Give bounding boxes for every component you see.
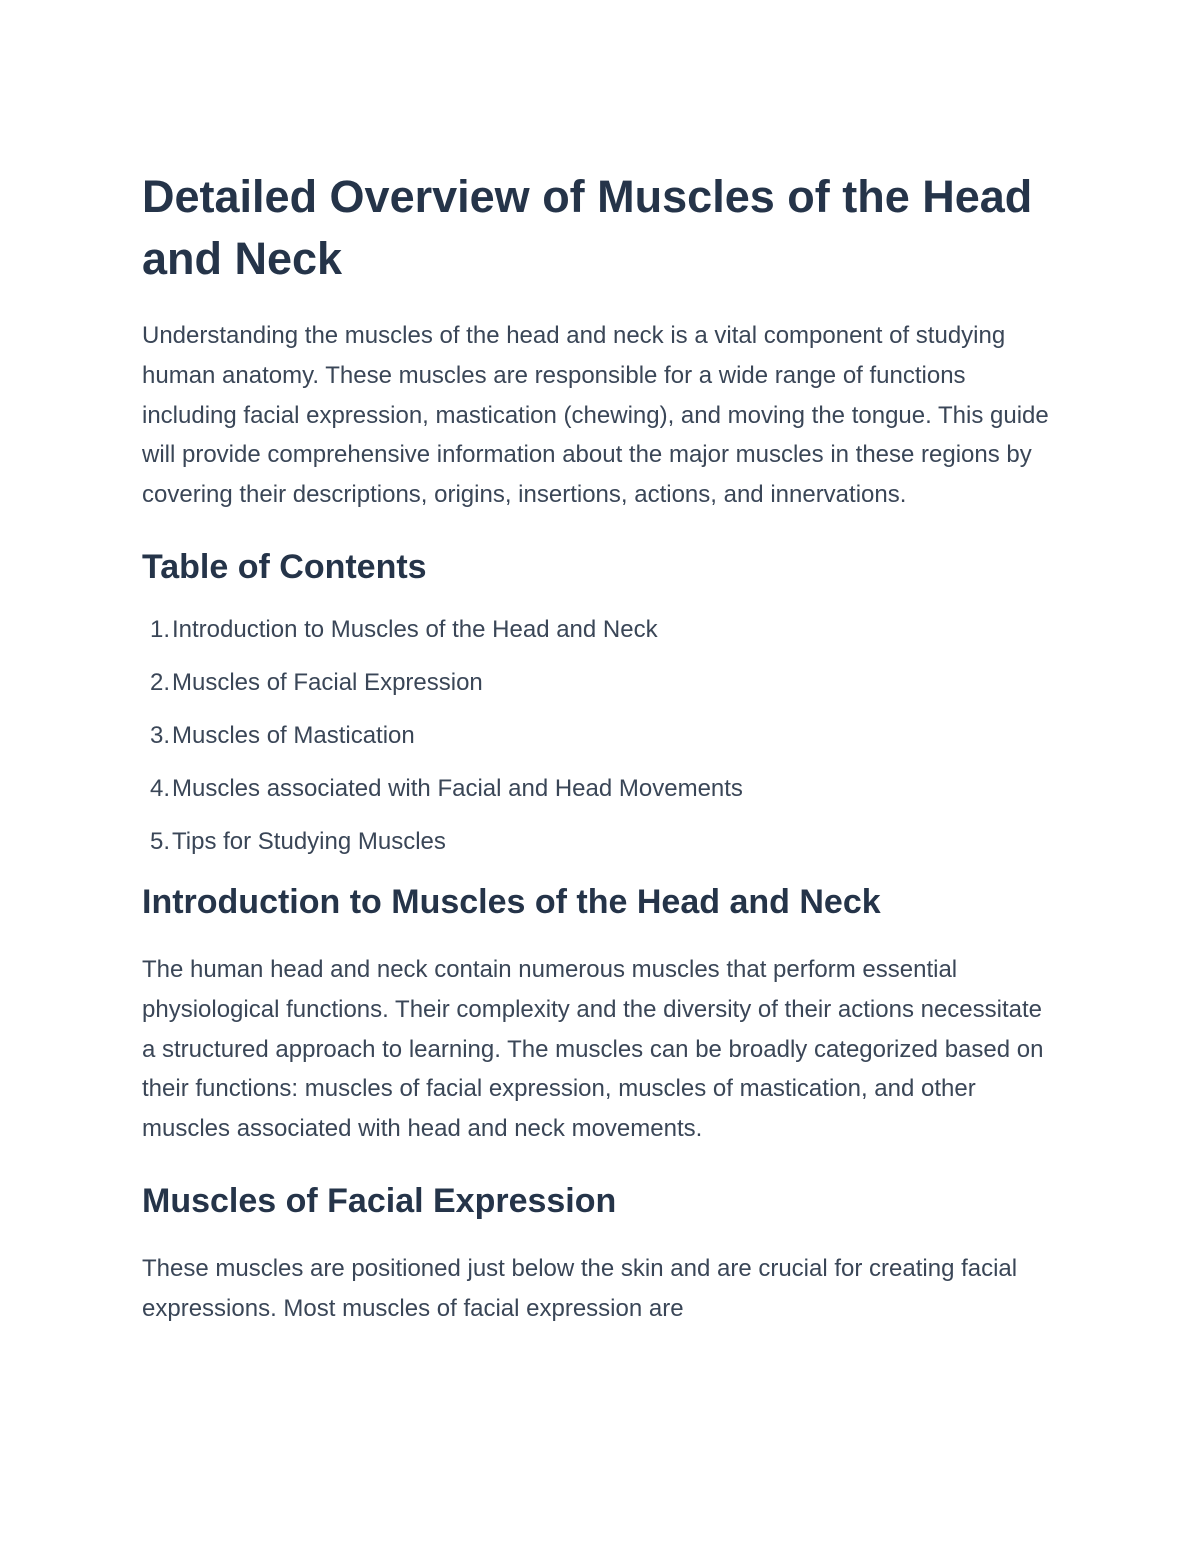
toc-item-number: 4. [149,774,170,802]
toc-heading: Table of Contents [142,547,427,586]
toc-item [142,615,1062,645]
section-paragraph-facial-expression: These muscles are positioned just below the skin and are crucial for creating facial expressions. Most muscles of facial expression are [142,1254,1018,1322]
document-content [142,166,1062,1359]
intro-paragraph: Understanding the muscles of the head and neck is a vital component of studying human anatomy. These muscles are responsible for a wide range of functions including facial expression, mastication (chewing), and moving the tongue. This guide will provide comprehensive information about the major muscles in these regions by covering their descriptions, origins, insertions, actions, and innervations. [142,322,1049,509]
document-title: Detailed Overview of Muscles of the Head and Neck [142,171,1033,284]
toc-item-label: Tips for Studying Muscles [172,827,446,855]
toc-item-number: 5. [149,827,170,855]
toc-item [142,774,1062,804]
toc-list [142,615,1062,857]
section-heading-introduction: Introduction to Muscles of the Head and Neck [142,882,881,921]
toc-item-number: 1. [149,615,170,643]
toc-item-label: Muscles associated with Facial and Head Movements [172,774,743,802]
toc-item-number: 3. [149,721,170,749]
toc-item-label: Introduction to Muscles of the Head and Neck [172,615,658,643]
toc-item-label: Muscles of Mastication [172,721,415,749]
toc-item [142,827,1062,857]
section-paragraph-introduction: The human head and neck contain numerous muscles that perform essential physiological functions. Their complexity and the diversity of their actions necessitate a structured approach to learning. The muscles can be broadly categorized based on their functions: muscles of facial expression, muscles of mastication, and other muscles associated with head and neck movements. [142,955,1044,1143]
toc-item-label: Muscles of Facial Expression [172,668,483,696]
toc-item [142,721,1062,751]
section-heading-facial-expression: Muscles of Facial Expression [142,1181,617,1220]
toc-item-number: 2. [149,668,170,696]
toc-item [142,668,1062,698]
